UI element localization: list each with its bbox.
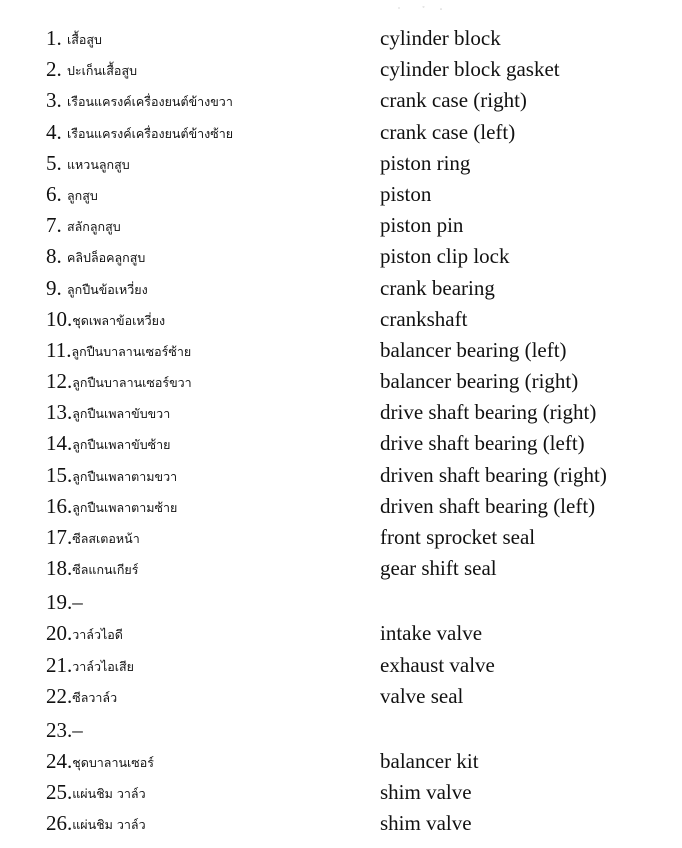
english-name: piston pin <box>380 213 464 238</box>
list-item <box>0 336 682 367</box>
item-label: 4. เรือนแครงค์เครื่องยนต์ข้างซ้าย <box>46 119 234 144</box>
thai-name: ลูกปืนเพลาตามซ้าย <box>72 499 178 515</box>
item-label: 19.– <box>46 590 83 615</box>
item-label: 9. ลูกปืนข้อเหวี่ยง <box>46 275 148 300</box>
list-item <box>0 305 682 336</box>
thai-name: ปะเก็นเสื้อสูบ <box>67 63 138 79</box>
list-item <box>0 118 682 149</box>
english-name: front sprocket seal <box>380 525 536 549</box>
list-item <box>0 180 682 211</box>
item-label: 12.ลูกปืนบาลานเซอร์ขวา <box>46 369 192 394</box>
item-label: 2. ปะเก็นเสื้อสูบ <box>46 57 138 82</box>
list-item <box>0 149 682 180</box>
list-item <box>0 778 682 809</box>
english-name: piston ring <box>380 150 471 175</box>
english-name: gear shift seal <box>380 556 497 581</box>
english-name: crank case (right) <box>380 88 527 113</box>
english-name: crankshaft <box>380 306 468 331</box>
english-name: shim valve <box>380 811 472 836</box>
item-label: 26.แผ่นชิม วาล์ว <box>46 811 146 836</box>
parts-list <box>0 24 682 841</box>
list-item <box>0 554 682 588</box>
thai-name: ลูกปืนเพลาตามขวา <box>72 468 178 484</box>
item-label: 3. เรือนแครงค์เครื่องยนต์ข้างขวา <box>46 88 233 113</box>
list-item <box>0 398 682 429</box>
english-name: driven shaft bearing (right) <box>380 462 607 487</box>
item-label: 11.ลูกปืนบาลานเซอร์ซ้าย <box>46 337 192 362</box>
item-label: 13.ลูกปืนเพลาขับขวา <box>46 400 171 425</box>
item-label: 7. สลักลูกสูบ <box>46 213 121 238</box>
english-name: cylinder block <box>380 26 501 50</box>
thai-name: เรือนแครงค์เครื่องยนต์ข้างซ้าย <box>67 125 234 141</box>
thai-name: ลูกปืนบาลานเซอร์ซ้าย <box>71 343 192 359</box>
thai-name: แผ่นชิม วาล์ว <box>72 786 146 802</box>
english-name: intake valve <box>380 621 483 646</box>
english-name: balancer bearing (right) <box>380 369 579 394</box>
item-label: 5. แหวนลูกสูบ <box>46 150 130 175</box>
english-name: exhaust valve <box>380 652 495 677</box>
english-name: balancer kit <box>380 748 479 773</box>
thai-name: ซีลสเตอหน้า <box>72 531 140 546</box>
thai-name: เรือนแครงค์เครื่องยนต์ข้างขวา <box>67 94 233 110</box>
item-label: 21.วาล์วไอเสีย <box>46 652 134 677</box>
thai-name: เสื้อสูบ <box>67 32 102 47</box>
scan-speckle <box>385 2 455 14</box>
list-item <box>0 682 682 716</box>
list-item <box>0 429 682 460</box>
item-label: 20.วาล์วไอดี <box>46 621 123 646</box>
item-label: 23.– <box>46 717 83 742</box>
thai-name: ซีลแกนเกียร์ <box>72 562 139 578</box>
thai-name: คลิปล็อคลูกสูบ <box>67 250 146 266</box>
empty-dash: – <box>72 717 83 742</box>
list-item <box>0 809 682 840</box>
english-name: drive shaft bearing (right) <box>380 400 597 425</box>
item-label: 18.ซีลแกนเกียร์ <box>46 556 139 581</box>
item-label: 22.ซีลวาล์ว <box>46 683 118 708</box>
list-item <box>0 716 682 747</box>
english-name: driven shaft bearing (left) <box>380 493 596 518</box>
item-label: 17.ซีลสเตอหน้า <box>46 525 140 549</box>
item-label: 10.ชุดเพลาข้อเหวี่ยง <box>46 306 166 331</box>
list-item <box>0 588 682 619</box>
list-item <box>0 55 682 86</box>
list-item <box>0 24 682 55</box>
list-item <box>0 242 682 273</box>
thai-name: แหวนลูกสูบ <box>67 156 130 172</box>
thai-name: ชุดบาลานเซอร์ <box>72 754 155 770</box>
list-item <box>0 86 682 117</box>
english-name: crank case (left) <box>380 119 516 144</box>
english-name: balancer bearing (left) <box>380 337 567 362</box>
item-label: 15.ลูกปืนเพลาตามขวา <box>46 462 178 487</box>
english-name: crank bearing <box>380 275 495 300</box>
english-name: cylinder block gasket <box>380 57 560 82</box>
list-item <box>0 523 682 554</box>
thai-name: ชุดเพลาข้อเหวี่ยง <box>72 312 166 328</box>
english-name: piston <box>380 181 432 206</box>
thai-name: วาล์วไอเสีย <box>72 658 134 674</box>
thai-name: ลูกปืนเพลาขับซ้าย <box>72 437 171 453</box>
item-label: 6. ลูกสูบ <box>46 181 98 206</box>
list-item <box>0 651 682 682</box>
item-label: 1. เสื้อสูบ <box>46 26 102 50</box>
item-label: 24.ชุดบาลานเซอร์ <box>46 748 155 773</box>
list-item <box>0 619 682 650</box>
item-label: 14.ลูกปืนเพลาขับซ้าย <box>46 431 171 456</box>
thai-name: วาล์วไอดี <box>72 627 123 643</box>
thai-name: ลูกปืนเพลาขับขวา <box>72 406 171 422</box>
list-item <box>0 274 682 305</box>
item-label: 25.แผ่นชิม วาล์ว <box>46 780 146 805</box>
thai-name: ลูกปืนบาลานเซอร์ขวา <box>72 375 192 391</box>
empty-dash: – <box>72 590 83 615</box>
thai-name: สลักลูกสูบ <box>67 219 121 235</box>
item-label: 16.ลูกปืนเพลาตามซ้าย <box>46 493 178 518</box>
list-item <box>0 492 682 523</box>
english-name: shim valve <box>380 780 472 805</box>
english-name: piston clip lock <box>380 244 510 269</box>
list-item <box>0 461 682 492</box>
thai-name: ลูกปืนข้อเหวี่ยง <box>67 281 148 297</box>
thai-name: ลูกสูบ <box>67 187 98 203</box>
thai-name: แผ่นชิม วาล์ว <box>72 817 146 833</box>
thai-name: ซีลวาล์ว <box>72 689 118 705</box>
list-item <box>0 747 682 778</box>
item-label: 8. คลิปล็อคลูกสูบ <box>46 244 146 269</box>
list-item <box>0 367 682 398</box>
list-item <box>0 211 682 242</box>
english-name: drive shaft bearing (left) <box>380 431 585 456</box>
english-name: valve seal <box>380 683 464 708</box>
